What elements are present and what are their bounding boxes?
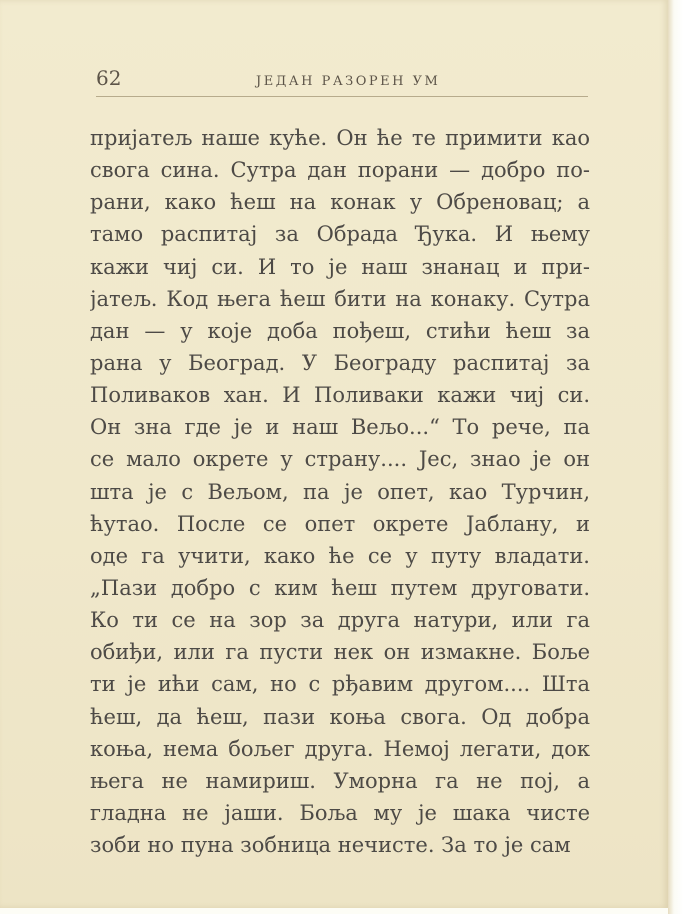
page-number: 62	[96, 66, 122, 90]
text-line: обиђи, или га пусти нек он измакне. Боље	[90, 640, 590, 665]
text-line: тамо распитај за Обрада Ђука. И њему	[90, 222, 590, 247]
running-head	[96, 66, 588, 96]
text-line: ти је ићи сам, но с рђавим другом.... Шта	[90, 672, 590, 697]
text-line: гладна не јаши. Боља му је шака чисте	[90, 800, 590, 825]
text-line: Поливаков хан. И Поливаки кажи чиј си.	[90, 383, 590, 408]
text-line: дан — у које доба пођеш, стићи ћеш за	[90, 318, 590, 343]
text-line: Ко ти се на зор за друга натури, или га	[90, 608, 590, 633]
body-text	[90, 122, 590, 861]
text-line: „Пази добро с ким ћеш путем друговати.	[90, 575, 590, 600]
text-line: се мало окрете у страну.... Јес, знао је он	[90, 447, 590, 472]
text-line: кажи чиј си. И то је наш знанац и при-	[90, 254, 590, 279]
page-edge	[668, 0, 683, 914]
text-line: рана у Београд. У Београду распитај за	[90, 350, 590, 375]
text-line: ћеш, да ћеш, пази коња свога. Од добра	[90, 704, 590, 729]
text-line: шта је с Вељом, па је опет, као Турчин,	[90, 479, 590, 504]
header-rule	[96, 96, 588, 97]
text-line: свога сина. Сутра дан порани — добро по-	[90, 158, 590, 183]
running-title: ЈЕДАН РАЗОРЕН УМ	[256, 74, 441, 89]
text-line: оде га учити, како ће се у путу владати.	[90, 543, 590, 568]
text-line: коња, нема бољег друга. Немој легати, док	[90, 736, 590, 761]
text-line: њега не намириш. Уморна га не поj, а	[90, 768, 590, 793]
text-line: пријатељ наше куће. Он ће те примити као	[90, 126, 590, 150]
text-line: ћутао. После се опет окрете Јаблану, и	[90, 511, 590, 536]
text-line: зоби но пуна зобница нечисте. За то је сам	[90, 833, 571, 858]
text-line: рани, како ћеш на конак у Обреновац; а	[90, 190, 590, 215]
text-line: Он зна где је и наш Вељо...“ То рече, па	[90, 415, 590, 440]
text-line: јатељ. Код њега ћеш бити на конаку. Сутра	[90, 286, 590, 311]
